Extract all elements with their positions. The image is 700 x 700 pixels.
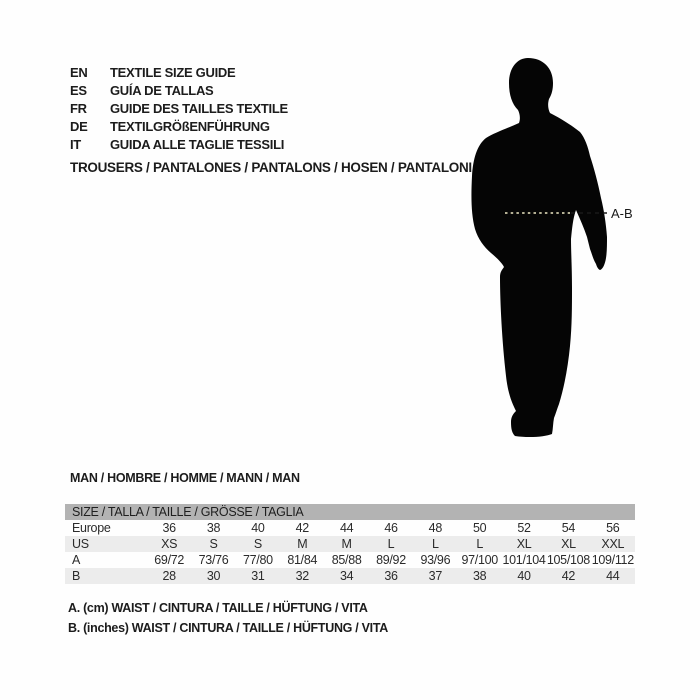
table-cell: 40 <box>251 521 265 535</box>
table-row <box>65 520 635 536</box>
table-cell: M <box>341 537 352 551</box>
table-cell: S <box>253 537 262 551</box>
figure <box>450 40 690 460</box>
table-cell: XL <box>516 537 532 551</box>
table-cell: 77/80 <box>243 553 273 567</box>
language-row <box>70 117 288 135</box>
table-cell: 48 <box>428 521 442 535</box>
table-cell: 32 <box>295 569 309 583</box>
table-cell: 81/84 <box>287 553 318 567</box>
note-waist-cm: A. (cm) WAIST / CINTURA / TAILLE / HÜFTUNG / VITA <box>68 601 368 615</box>
table-cell: 85/88 <box>331 553 362 567</box>
table-cell: 50 <box>473 521 487 535</box>
table-cell: 93/96 <box>420 553 451 567</box>
table-cell: L <box>476 537 484 551</box>
table-cell: 37 <box>428 569 442 583</box>
table-cell: S <box>209 537 218 551</box>
note-waist-inches: B. (inches) WAIST / CINTURA / TAILLE / HÜFTUNG / VITA <box>68 621 388 635</box>
gender-title: MAN / HOMBRE / HOMME / MANN / MAN <box>70 471 300 485</box>
table-cell: 42 <box>295 521 309 535</box>
measurement-label: A-B <box>611 206 633 221</box>
table-cell: 89/92 <box>376 553 406 567</box>
language-title: TEXTILE SIZE GUIDE <box>110 64 236 80</box>
table-cell: 46 <box>384 521 398 535</box>
table-cell: 109/112 <box>591 553 634 567</box>
table-row-label: A <box>72 553 81 567</box>
man-silhouette-shape <box>471 58 607 437</box>
language-title: TEXTILGRÖßENFÜHRUNG <box>110 118 270 134</box>
table-cell: 44 <box>606 569 620 583</box>
table-cell: XXL <box>601 537 625 551</box>
size-table-header-row <box>65 504 635 520</box>
table-row <box>65 552 635 568</box>
table-row-label: B <box>72 569 81 583</box>
table-cell: 101/104 <box>502 553 546 567</box>
size-table <box>65 504 635 584</box>
language-row <box>70 135 288 153</box>
table-row <box>65 536 635 552</box>
table-cell: 42 <box>561 569 576 583</box>
table-cell: 36 <box>162 521 176 535</box>
table-cell: 44 <box>339 521 354 535</box>
language-row <box>70 81 288 99</box>
size-table-header: SIZE / TALLA / TAILLE / GRÖSSE / TAGLIA <box>65 504 635 520</box>
table-cell: 73/76 <box>198 553 229 567</box>
category-title: TROUSERS / PANTALONES / PANTALONS / HOSEN / PANTALONI <box>70 160 472 175</box>
language-code: ES <box>70 82 87 98</box>
table-cell: XS <box>161 537 178 551</box>
table-cell: 56 <box>606 521 620 535</box>
table-cell: M <box>297 537 308 551</box>
table-cell: 40 <box>517 569 531 583</box>
language-code: FR <box>70 100 87 116</box>
table-cell: 69/72 <box>154 553 185 567</box>
table-cell: 38 <box>206 521 221 535</box>
table-row-label: US <box>72 537 89 551</box>
table-cell: 97/100 <box>461 553 498 567</box>
language-code: EN <box>70 64 88 80</box>
language-guide <box>70 63 288 153</box>
language-title: GUIDA ALLE TAGLIE TESSILI <box>110 136 285 152</box>
table-cell: L <box>387 537 395 551</box>
table-cell: L <box>432 537 439 551</box>
table-cell: 54 <box>561 521 576 535</box>
table-cell: 52 <box>517 521 531 535</box>
language-row <box>70 99 288 117</box>
language-code: IT <box>70 136 81 152</box>
table-cell: 38 <box>473 569 487 583</box>
table-cell: 105/108 <box>546 553 590 567</box>
table-cell: 30 <box>206 569 221 583</box>
table-cell: 36 <box>384 569 398 583</box>
table-row <box>65 568 635 584</box>
table-row-label: Europe <box>72 521 111 535</box>
language-title: GUIDE DES TAILLES TEXTILE <box>110 100 288 116</box>
man-silhouette <box>450 40 690 460</box>
table-cell: 34 <box>339 569 354 583</box>
language-title: GUÍA DE TALLAS <box>110 82 214 98</box>
language-code: DE <box>70 118 88 134</box>
table-cell: XL <box>561 537 576 551</box>
language-row <box>70 63 288 81</box>
table-cell: 28 <box>162 569 176 583</box>
size-table-body <box>65 520 635 584</box>
table-cell: 31 <box>251 569 265 583</box>
